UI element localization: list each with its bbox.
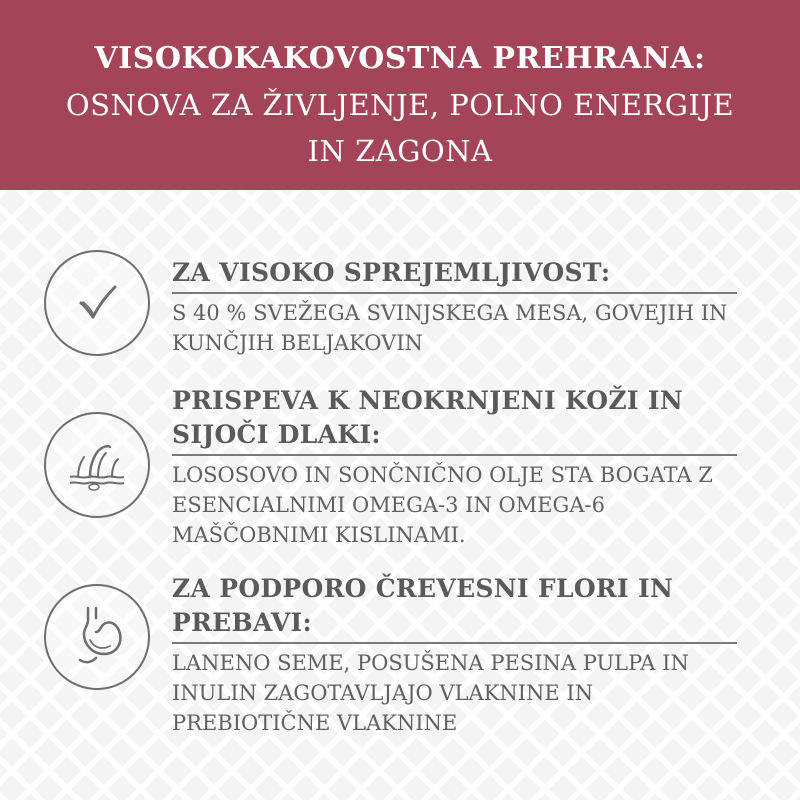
- checkmark-icon: [44, 250, 150, 356]
- feature-description: LOSOSOVO IN SONČNIČNO OLJE STA BOGATA Z ESENCIALNIMI OMEGA-3 IN OMEGA-6 MAŠČOBNIMI KISLINAMI.: [172, 463, 713, 547]
- stomach-icon: [44, 584, 150, 690]
- feature-description: S 40 % SVEŽEGA SVINJSKEGA MESA, GOVEJIH IN KUNČJIH BELJAKOVIN: [172, 301, 728, 355]
- header-subtitle-line-2: IN ZAGONA: [307, 134, 493, 168]
- header-title: VISOKOKAKOVOSTNA PREHRANA:: [94, 41, 706, 76]
- feature-title: ZA PODPORO ČREVESNI FLORI IN PREBAVI:: [172, 572, 737, 644]
- header-banner: [0, 0, 800, 190]
- feature-title: ZA VISOKO SPREJEMLJIVOST:: [172, 256, 737, 294]
- feature-title: PRISPEVA K NEOKRNJENI KOŽI IN SIJOČI DLAKI:: [172, 384, 737, 456]
- feature-description: LANENO SEME, POSUŠENA PESINA PULPA IN INULIN ZAGOTAVLJAJO VLAKNINE IN PREBIOTIČNE VLAKNINE: [172, 651, 689, 735]
- header-subtitle-line-1: OSNOVA ZA ŽIVLJENJE, POLNO ENERGIJE: [65, 88, 735, 122]
- skin-hair-icon: [44, 412, 150, 518]
